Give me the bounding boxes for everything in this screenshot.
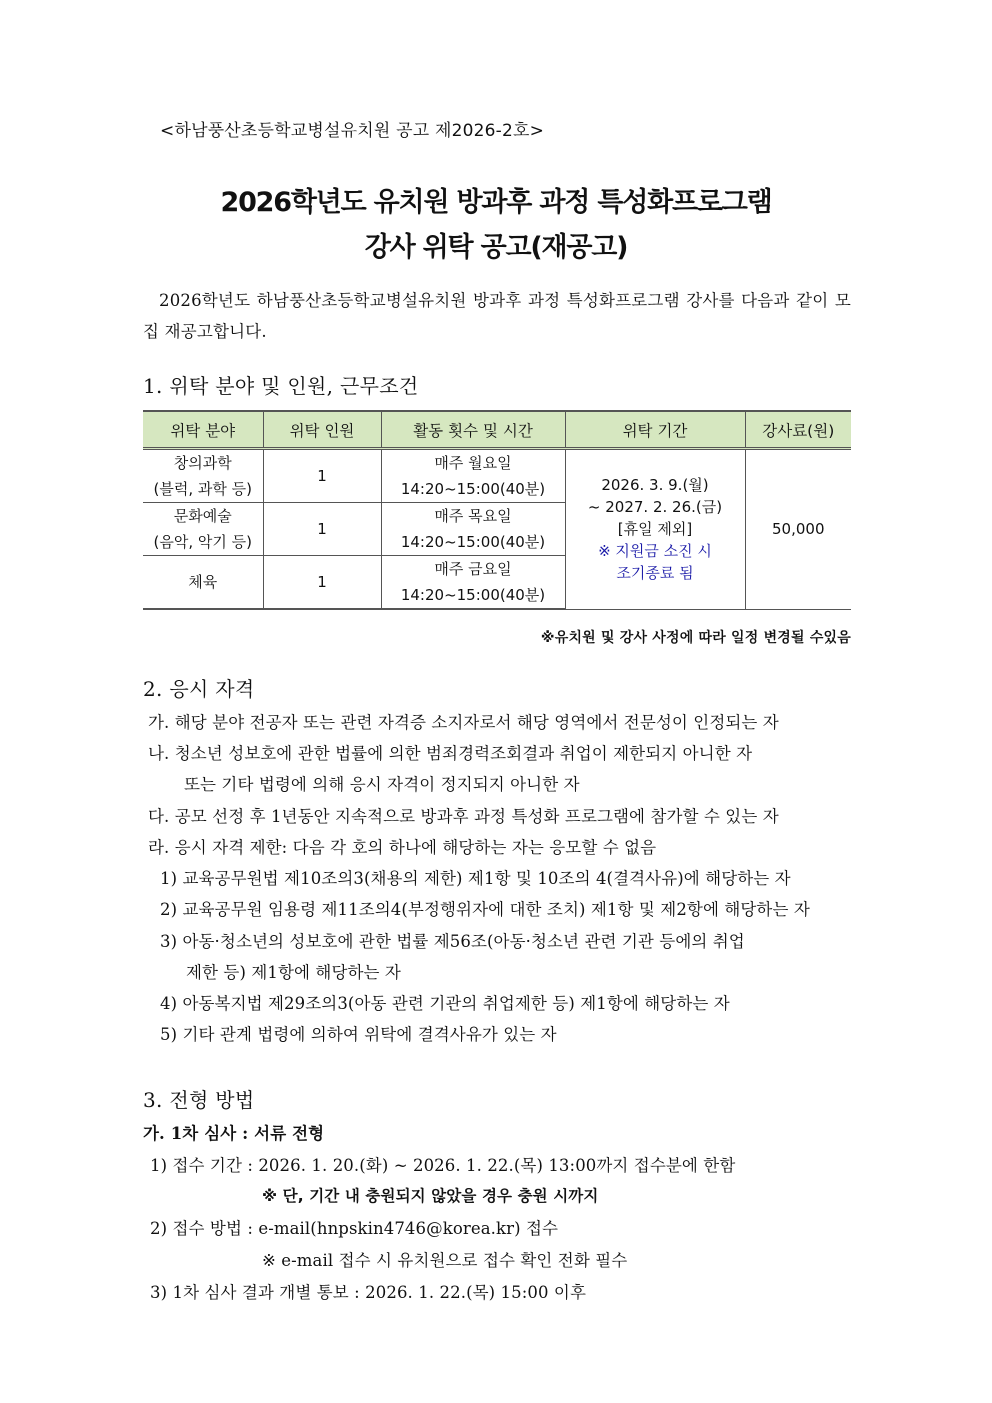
restriction-item: 4) 아동복지법 제29조의3(아동 관련 기관의 취업제한 등) 제1항에 해당하는 자 bbox=[160, 994, 730, 1013]
field-name: 체육 bbox=[188, 573, 218, 591]
time-cell bbox=[381, 449, 565, 503]
qualification-item-cont: 또는 기타 법령에 의해 응시 자격이 정지되지 아니한 자 bbox=[184, 775, 580, 794]
time-cell bbox=[381, 556, 565, 610]
field-cell bbox=[143, 449, 263, 503]
qualification-item: 라. 응시 자격 제한: 다음 각 호의 하나에 해당하는 자는 응모할 수 없음 bbox=[148, 838, 657, 857]
qualification-item: 나. 청소년 성보호에 관한 법률에 의한 범죄경력조회결과 취업이 제한되지 아니한 자 bbox=[148, 744, 753, 763]
field-name: 문화예술 bbox=[173, 507, 232, 525]
period-note-cont: 조기종료 됨 bbox=[616, 564, 694, 583]
screening-note: ※ 단, 기간 내 충원되지 않았을 경우 충원 시까지 bbox=[262, 1187, 599, 1205]
intro-paragraph: 2026학년도 하남풍산초등학교병설유치원 방과후 과정 특성화프로그램 강사를 다음과 같이 모집 재공고합니다. bbox=[143, 291, 851, 341]
qualification-item: 다. 공모 선정 후 1년동안 지속적으로 방과후 과정 특성화 프로그램에 참가할 수 있는 자 bbox=[148, 807, 779, 826]
field-detail: (블럭, 과학 등) bbox=[153, 480, 252, 498]
count-cell: 1 bbox=[263, 556, 381, 610]
section2-heading: 2. 응시 자격 bbox=[143, 677, 255, 701]
section1-heading: 1. 위탁 분야 및 인원, 근무조건 bbox=[143, 374, 419, 398]
col-header-period: 위탁 기간 bbox=[565, 411, 745, 449]
screening-item: 2) 접수 방법 : e-mail(hnpskin4746@korea.kr) 접수 bbox=[150, 1219, 559, 1238]
time-day: 매주 금요일 bbox=[434, 560, 512, 578]
section3-heading: 3. 전형 방법 bbox=[143, 1088, 255, 1112]
qualification-item: 가. 해당 분야 전공자 또는 관련 자격증 소지자로서 해당 영역에서 전문성이 인정되는 자 bbox=[148, 713, 779, 732]
col-header-field: 위탁 분야 bbox=[143, 411, 263, 449]
table-header-row bbox=[143, 411, 851, 449]
document-title-line1: 2026학년도 유치원 방과후 과정 특성화프로그램 bbox=[220, 187, 772, 218]
field-name: 창의과학 bbox=[173, 454, 232, 472]
screening-item: 3) 1차 심사 결과 개별 통보 : 2026. 1. 22.(목) 15:00 이후 bbox=[150, 1283, 586, 1302]
restriction-item: 2) 교육공무원 임용령 제11조의4(부정행위자에 대한 조치) 제1항 및 제2항에 해당하는 자 bbox=[160, 900, 810, 919]
notice-number: <하남풍산초등학교병설유치원 공고 제2026-2호> bbox=[160, 121, 545, 141]
period-end: ~ 2027. 2. 26.(금) bbox=[587, 498, 723, 517]
table-footnote: ※유치원 및 강사 사정에 따라 일정 변경될 수있음 bbox=[540, 630, 851, 646]
time-hours: 14:20~15:00(40분) bbox=[400, 586, 546, 604]
period-note: ※ 지원금 소진 시 bbox=[598, 542, 712, 561]
period-start: 2026. 3. 9.(월) bbox=[601, 476, 709, 495]
screening-subheading: 가. 1차 심사 : 서류 전형 bbox=[143, 1124, 325, 1143]
period-exclusion: [휴일 제외] bbox=[617, 520, 693, 539]
period-cell bbox=[565, 449, 745, 610]
table-row bbox=[143, 449, 851, 503]
col-header-fee: 강사료(원) bbox=[745, 411, 851, 449]
time-day: 매주 월요일 bbox=[434, 454, 512, 472]
schedule-table bbox=[143, 410, 851, 610]
field-cell bbox=[143, 556, 263, 610]
restriction-item-cont: 제한 등) 제1항에 해당하는 자 bbox=[186, 963, 401, 982]
restriction-item: 1) 교육공무원법 제10조의3(채용의 제한) 제1항 및 10조의 4(결격사유)에 해당하는 자 bbox=[160, 869, 791, 888]
col-header-count: 위탁 인원 bbox=[263, 411, 381, 449]
screening-item: 1) 접수 기간 : 2026. 1. 20.(화) ~ 2026. 1. 22.(목) 13:00까지 접수분에 한함 bbox=[150, 1156, 736, 1175]
document-title-line2: 강사 위탁 공고(재공고) bbox=[364, 232, 628, 263]
field-cell bbox=[143, 503, 263, 556]
screening-note: ※ e-mail 접수 시 유치원으로 접수 확인 전화 필수 bbox=[262, 1251, 628, 1270]
count-cell: 1 bbox=[263, 449, 381, 503]
col-header-time: 활동 횟수 및 시간 bbox=[381, 411, 565, 449]
time-day: 매주 목요일 bbox=[434, 507, 512, 525]
time-cell bbox=[381, 503, 565, 556]
time-hours: 14:20~15:00(40분) bbox=[400, 533, 546, 551]
fee-cell: 50,000 bbox=[745, 449, 851, 610]
count-cell: 1 bbox=[263, 503, 381, 556]
field-detail: (음악, 악기 등) bbox=[153, 533, 252, 551]
restriction-item: 5) 기타 관계 법령에 의하여 위탁에 결격사유가 있는 자 bbox=[160, 1025, 557, 1044]
time-hours: 14:20~15:00(40분) bbox=[400, 480, 546, 498]
restriction-item: 3) 아동·청소년의 성보호에 관한 법률 제56조(아동·청소년 관련 기관 등에의 취업 bbox=[160, 932, 745, 951]
